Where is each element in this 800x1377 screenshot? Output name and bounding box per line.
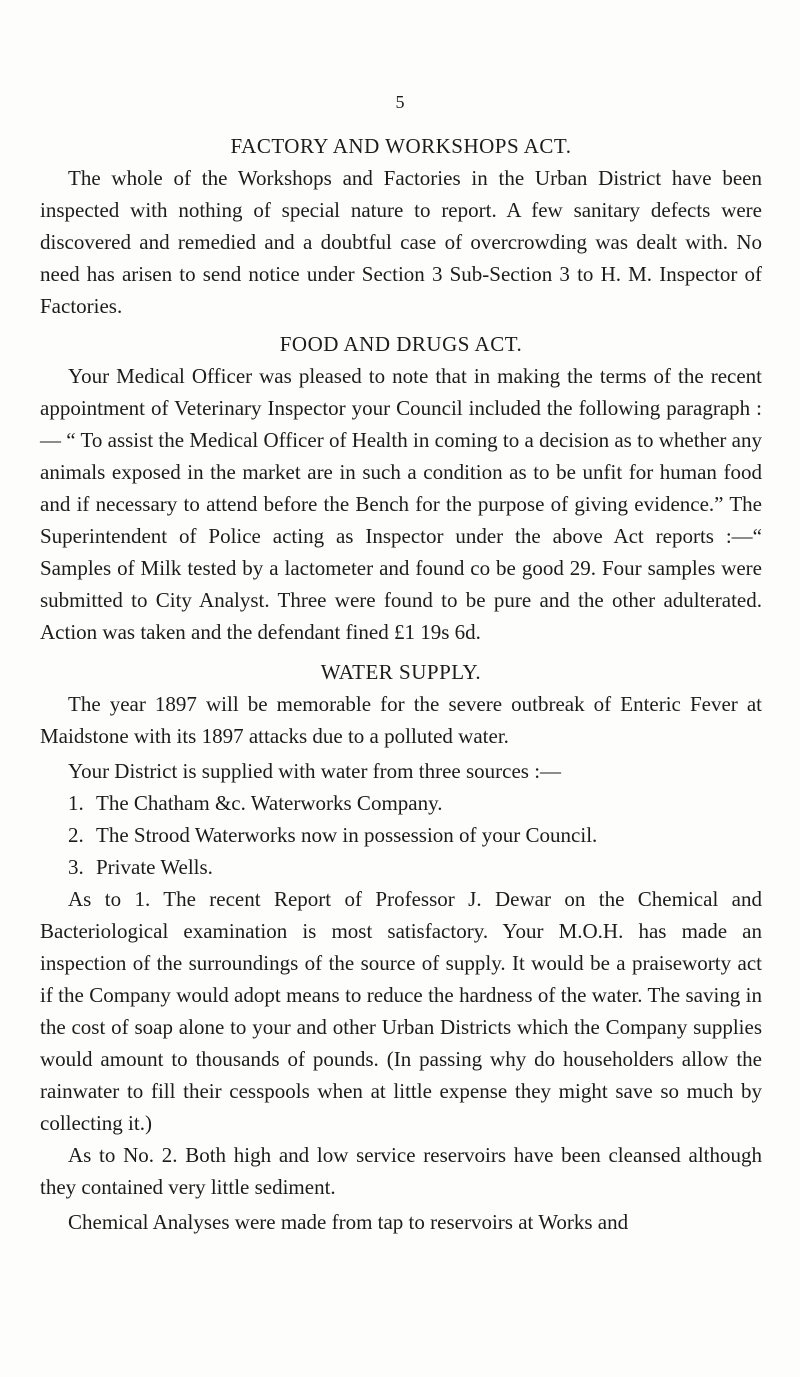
list-item-number: 3. [68, 855, 84, 879]
list-item-number: 1. [68, 791, 84, 815]
heading-food-drugs-act: FOOD AND DRUGS ACT. [279, 332, 523, 356]
list-item-text: Private Wells. [96, 855, 213, 879]
report-body [40, 130, 762, 1238]
list-item [40, 787, 762, 819]
page-number: 5 [395, 92, 405, 112]
paragraph-water-sources: Your District is supplied with water from three sources :— [68, 759, 562, 783]
paragraph-enteric-outbreak: The year 1897 will be memorable for the severe outbreak of Enteric Fever at Maidstone with its 1897 attacks due to a polluted water. [40, 692, 762, 748]
list-item [40, 851, 762, 883]
list-item [40, 819, 762, 851]
list-item-text: The Chatham &c. Waterworks Company. [96, 791, 443, 815]
heading-water-supply: WATER SUPPLY. [320, 660, 482, 684]
paragraph-chatham-report: As to 1. The recent Report of Professor J. Dewar on the Chemical and Bacteriological examination is most satisfactory. Your M.O.H. has made an inspection of the surroundings of the source of supply. It would be a praiseworty act if the Company would adopt means to reduce the hardness of the water. The saving in the cost of soap alone to your and other Urban Districts which the Company supplies would amount to thousands of pounds. (In passing why do householders allow the rainwater to fill their cesspools when at little expense they might save so much by collecting it.) [40, 887, 762, 1135]
paragraph-chemical-analyses: Chemical Analyses were made from tap to reservoirs at Works and [68, 1210, 629, 1234]
paragraph-reservoirs: As to No. 2. Both high and low service reservoirs have been cleansed although they contained very little sediment. [40, 1143, 762, 1199]
list-item-number: 2. [68, 823, 84, 847]
paragraph-factory-inspection: The whole of the Workshops and Factories in the Urban District have been inspected with nothing of special nature to report. A few sanitary defects were discovered and remedied and a doubtful case of overcrowding was dealt with. No need has arisen to send notice under Section 3 Sub-Section 3 to H. M. Inspector of Factories. [40, 166, 762, 318]
list-item-text: The Strood Waterworks now in possession of your Council. [96, 823, 598, 847]
heading-factory-act: FACTORY AND WORKSHOPS ACT. [230, 134, 572, 158]
paragraph-food-drugs: Your Medical Officer was pleased to note that in making the terms of the recent appointment of Veterinary Inspector your Council included the following paragraph :— “ To assist the Medical Officer of Health in coming to a decision as to whether any animals exposed in the market are in such a condition as to be unfit for human food and if necessary to attend before the Bench for the purpose of giving evidence.” The Superintendent of Police acting as Inspector under the above Act reports :—“ Samples of Milk tested by a lactometer and found co be good 29. Four samples were submitted to City Analyst. Three were found to be pure and the other adulterated. Action was taken and the defendant fined £1 19s 6d. [40, 364, 762, 644]
